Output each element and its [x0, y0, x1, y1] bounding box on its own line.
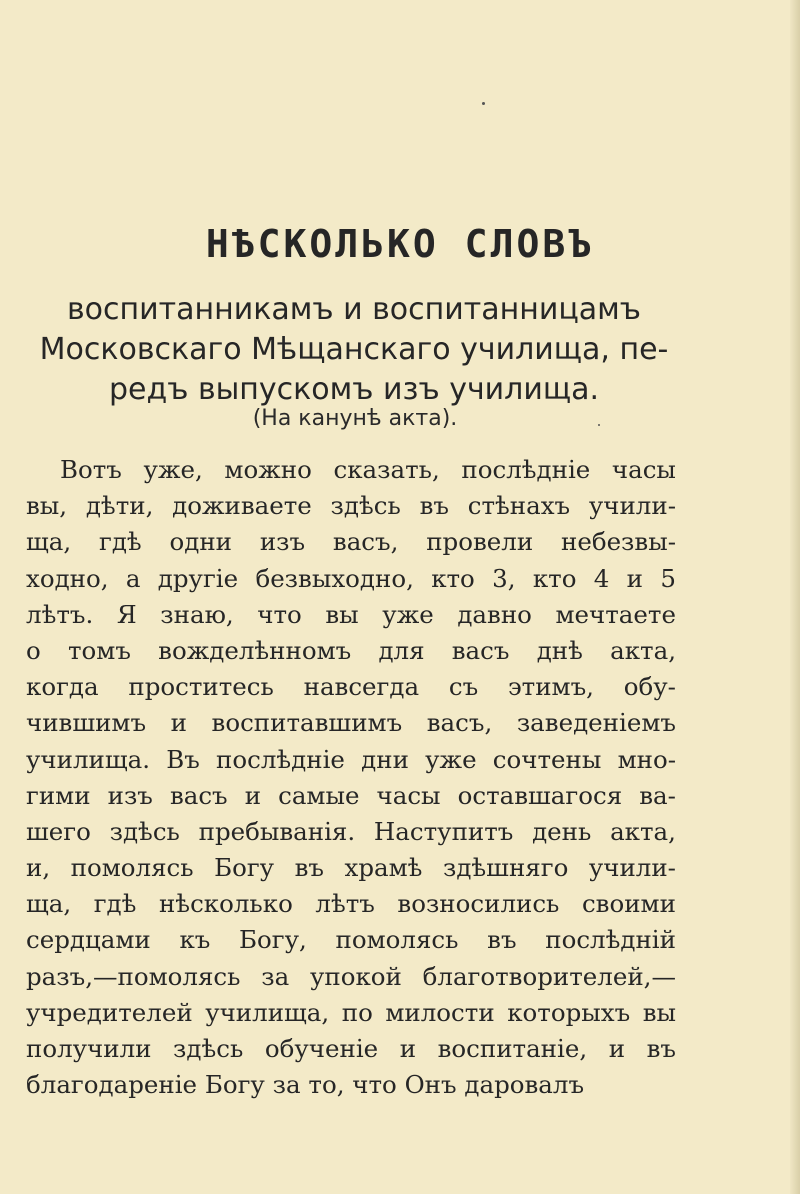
body-line	[26, 597, 676, 633]
body-word: сочтены	[492, 744, 602, 774]
body-word: уже	[425, 744, 477, 774]
body-word: акта,	[610, 816, 676, 846]
body-word: для	[378, 635, 425, 665]
body-word: Богу	[214, 853, 275, 883]
body-word: по	[341, 997, 373, 1027]
body-word: учили-	[588, 853, 676, 883]
paper-speck	[482, 102, 485, 105]
body-word: то,	[308, 1070, 353, 1100]
body-word: чившимъ	[26, 708, 147, 738]
body-word: съ	[448, 672, 479, 702]
body-word: пребыванія.	[198, 816, 356, 846]
body-line	[26, 886, 676, 922]
body-word: возносились	[397, 889, 560, 919]
body-line	[26, 959, 676, 995]
body-word: вы	[325, 599, 359, 629]
body-word: о	[26, 635, 41, 665]
body-word: ходно,	[26, 563, 109, 593]
body-line	[26, 814, 676, 850]
body-line	[26, 524, 676, 560]
body-word: въ	[294, 853, 324, 883]
body-word: ща,	[26, 889, 72, 919]
subtitle-line: воспитанникамъ и воспитанницамъ	[67, 292, 641, 327]
body-word: даровалъ	[464, 1070, 585, 1100]
body-line	[26, 633, 676, 669]
body-line	[26, 452, 676, 488]
body-word: вы,	[26, 491, 68, 521]
body-word: часы	[376, 780, 441, 810]
body-word: изъ	[259, 527, 306, 557]
body-word: послѣдній	[545, 925, 676, 955]
body-word: которыхъ	[507, 997, 631, 1027]
body-line	[26, 995, 676, 1031]
body-word: вожделѣнномъ	[158, 635, 352, 665]
body-word: доживаете	[172, 491, 312, 521]
body-word: упокой	[309, 961, 402, 991]
body-word: мечтаете	[555, 599, 676, 629]
body-word: своими	[581, 889, 676, 919]
body-word: благодареніе	[26, 1070, 205, 1100]
body-word: лѣтъ.	[26, 599, 94, 629]
body-word: и	[399, 1034, 417, 1063]
body-word: и	[170, 708, 187, 738]
body-word: ща,	[26, 527, 72, 557]
body-word: стѣнахъ	[467, 491, 571, 521]
body-word: знаю,	[160, 599, 234, 629]
body-word: одни	[169, 527, 232, 557]
body-word: что	[257, 599, 302, 629]
subtitle	[24, 290, 684, 410]
body-word: благотворителей,—	[422, 961, 676, 991]
body-word: Наступитъ	[373, 816, 514, 846]
body-word: этимъ,	[507, 672, 594, 702]
body-word: въ	[419, 491, 449, 521]
body-word: днѣ	[536, 635, 583, 665]
body-word: обу-	[623, 672, 676, 702]
body-word: акта,	[610, 635, 676, 665]
body-word: ва-	[639, 780, 676, 810]
body-word: Въ	[166, 744, 200, 774]
page-edge-shadow	[790, 0, 800, 1194]
body-word: другіе	[157, 563, 239, 593]
body-line	[26, 705, 676, 741]
body-word: часы	[611, 455, 676, 484]
body-word: день	[532, 816, 592, 846]
body-word: оставшагося	[457, 780, 623, 810]
body-word: за	[261, 961, 290, 991]
body-word: дни	[361, 744, 409, 774]
subtitle-line: редъ выпускомъ изъ училища.	[108, 372, 600, 407]
subtitle-note: (На канунѣ акта).	[252, 406, 458, 431]
body-word: 3,	[492, 563, 516, 593]
body-line	[26, 669, 676, 705]
body-word: безвыходно,	[255, 563, 414, 593]
body-line	[26, 742, 676, 778]
body-word: за	[272, 1070, 309, 1100]
body-line	[26, 850, 676, 886]
body-word: и	[626, 563, 644, 593]
body-word: лѣтъ	[315, 889, 375, 919]
body-word: провели	[426, 527, 534, 557]
body-word: здѣсь	[330, 491, 401, 521]
body-word: когда	[26, 672, 99, 702]
body-word: и,	[26, 853, 51, 883]
body-word: училища.	[26, 744, 151, 774]
body-line	[26, 1067, 676, 1103]
body-word: кто	[431, 563, 475, 593]
body-line	[26, 922, 676, 958]
body-word: въ	[487, 925, 517, 955]
body-word: обученіе	[264, 1034, 379, 1063]
body-word: гдѣ	[98, 527, 142, 557]
body-word: 5	[660, 563, 676, 593]
body-word: учредителей	[26, 997, 193, 1027]
body-word: васъ	[169, 780, 228, 810]
body-word: и	[608, 1034, 626, 1063]
body-word: что	[352, 1070, 405, 1100]
body-word: нѣсколько	[158, 889, 293, 919]
body-word: самые	[278, 780, 360, 810]
body-paragraph	[26, 452, 676, 1103]
body-word: навсегда	[303, 672, 420, 702]
body-word: здѣсь	[109, 816, 180, 846]
body-word: училища,	[205, 997, 330, 1027]
body-line	[26, 778, 676, 814]
body-word: помолясь	[70, 853, 194, 883]
body-word: Вотъ	[60, 455, 122, 484]
body-word: воспитаніе,	[437, 1034, 588, 1063]
body-word: здѣшняго	[442, 853, 569, 883]
body-word: дѣти,	[85, 491, 154, 521]
body-word: кто	[532, 563, 577, 593]
body-word: учили-	[588, 491, 676, 521]
body-word: въ	[646, 1034, 676, 1063]
body-word: вы	[642, 997, 676, 1027]
body-word: томъ	[67, 635, 131, 665]
body-line	[26, 561, 676, 597]
body-word: здѣсь	[173, 1034, 244, 1063]
body-word: воспитавшимъ	[211, 708, 403, 738]
body-word: разъ,—помолясь	[26, 961, 241, 991]
body-word: васъ,	[426, 708, 493, 738]
body-word: храмѣ	[344, 853, 423, 883]
body-word: заведеніемъ	[516, 708, 676, 738]
body-word: послѣдніе	[216, 744, 345, 774]
body-word: можно	[224, 455, 312, 484]
body-word: получили	[26, 1034, 152, 1063]
body-word: гдѣ	[93, 889, 137, 919]
body-word: шего	[26, 816, 91, 846]
body-word: сказать,	[333, 455, 440, 484]
body-word: уже	[382, 599, 434, 629]
body-word: 4	[593, 563, 610, 593]
body-word: васъ,	[332, 527, 399, 557]
body-word: милости	[385, 997, 495, 1027]
body-word: давно	[457, 599, 532, 629]
body-word: помолясь	[335, 925, 459, 955]
body-word: гими	[26, 780, 91, 810]
body-line	[26, 488, 676, 524]
body-word: изъ	[107, 780, 153, 810]
body-word: а	[125, 563, 141, 593]
body-word: Я	[116, 599, 137, 629]
body-word: проститесь	[128, 672, 274, 702]
body-word: Онъ	[404, 1070, 465, 1100]
body-line	[26, 1031, 676, 1067]
body-word: и	[244, 780, 262, 810]
subtitle-line: Московскаго Мѣщанскаго училища, пе-	[39, 332, 669, 367]
body-word: сердцами	[26, 925, 151, 955]
body-word: Богу	[204, 1070, 273, 1100]
body-word: послѣдніе	[461, 455, 591, 484]
page-title: НѢСКОЛЬКО СЛОВЪ	[205, 222, 595, 266]
body-word: небезвы-	[560, 527, 676, 557]
body-word: къ	[179, 925, 211, 955]
body-word: васъ	[451, 635, 510, 665]
body-word: мно-	[617, 744, 676, 774]
body-word: Богу,	[239, 925, 307, 955]
body-word: уже,	[143, 455, 203, 484]
